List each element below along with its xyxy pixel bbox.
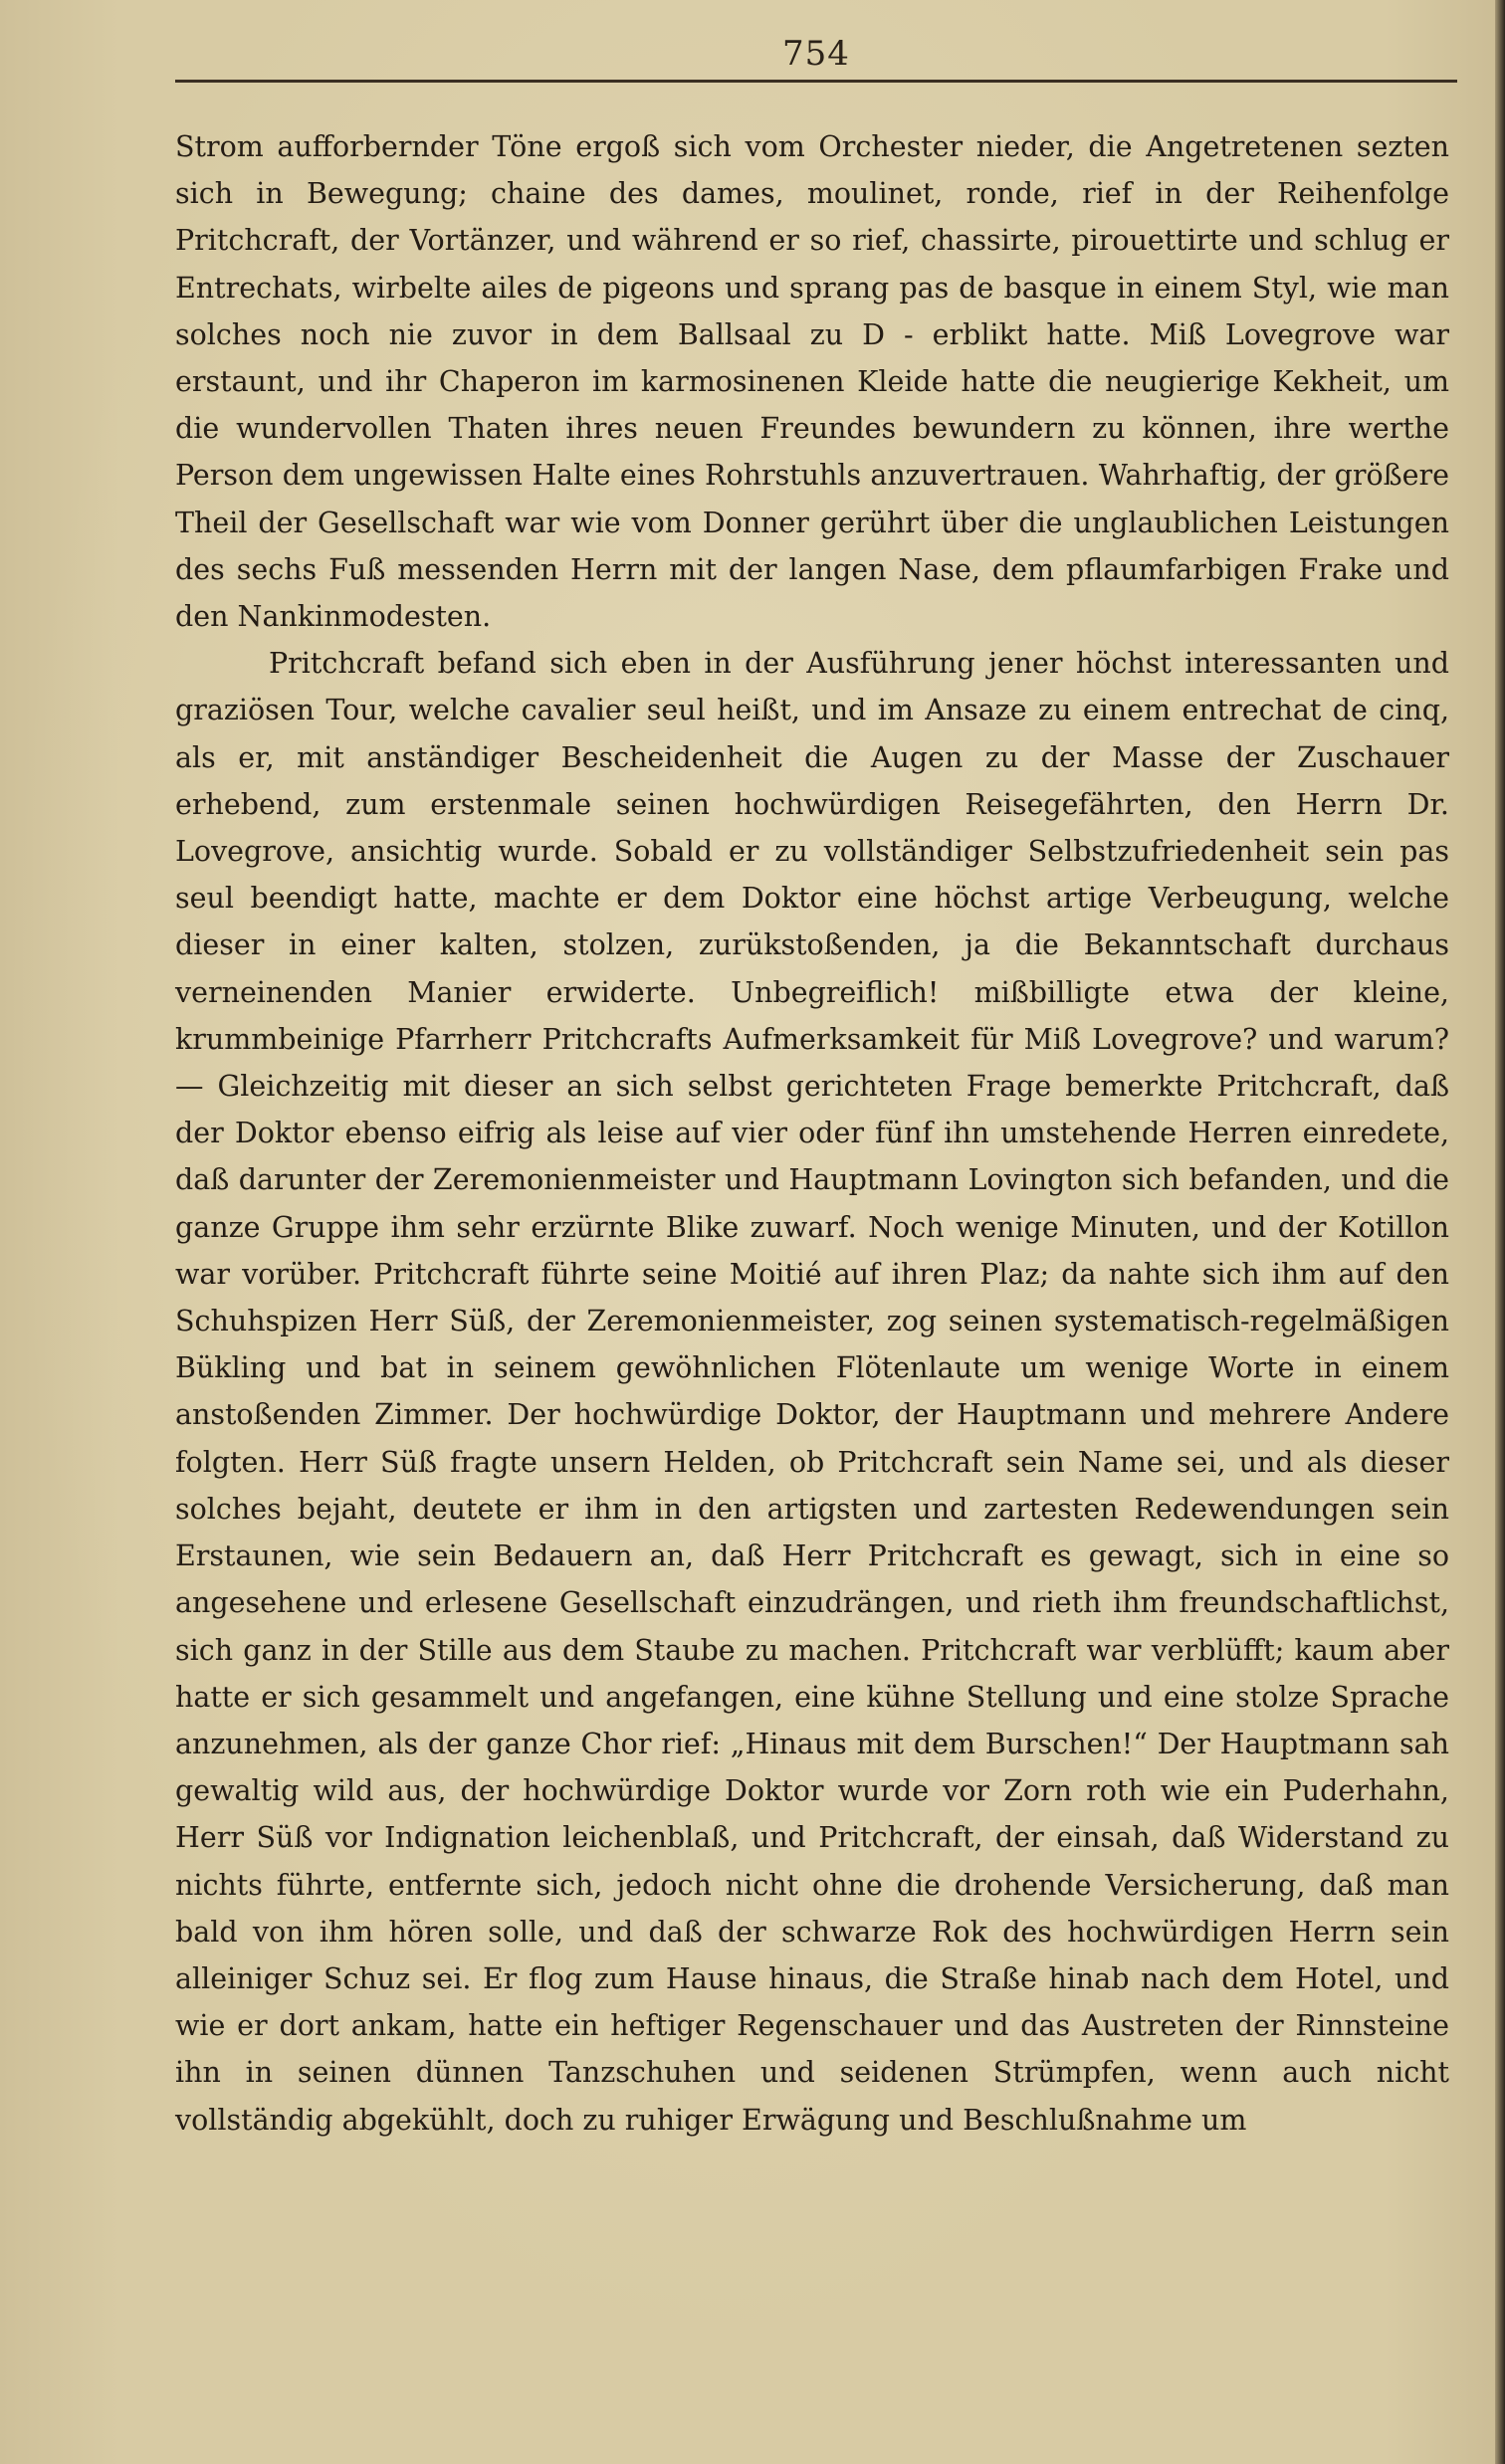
page-edge-shadow bbox=[1495, 0, 1505, 2464]
paragraph-2: Pritchcraft befand sich eben in der Ausführung jener höchst interessanten und graziösen Tour, welche cavalier seul heißt, und im Ansaze zu einem entrechat de cinq, als er, mit anständiger Bescheidenheit die Augen zu der Masse der Zuschauer erhebend, zum erstenmale seinen hochwürdigen Reisegefährten, den Herrn Dr. Lovegrove, ansichtig wurde. Sobald er zu vollständiger Selbstzufriedenheit sein pas seul beendigt hatte, machte er dem Doktor eine höchst artige Verbeugung, welche dieser in einer kalten, stolzen, zurükstoßenden, ja die Bekanntschaft durchaus verneinenden Manier erwiderte. Unbegreiflich! mißbilligte etwa der kleine, krummbeinige Pfarrherr Pritchcrafts Aufmerksamkeit für Miß Lovegrove? und warum? — Gleichzeitig mit dieser an sich selbst gerichteten Frage bemerkte Pritchcraft, daß der Doktor ebenso eifrig als leise auf vier oder fünf ihn umstehende Herren einredete, daß darunter der Zeremonienmeister und Hauptmann Lovington sich befanden, und die ganze Gruppe ihm sehr erzürnte Blike zuwarf. Noch wenige Minuten, und der Kotillon war vorüber. Pritchcraft führte seine Moitié auf ihren Plaz; da nahte sich ihm auf den Schuhspizen Herr Süß, der Zeremonienmeister, zog seinen systematisch-regelmäßigen Bükling und bat in seinem gewöhnlichen Flötenlaute um wenige Worte in einem anstoßenden Zimmer. Der hochwürdige Doktor, der Hauptmann und mehrere Andere folgten. Herr Süß fragte unsern Helden, ob Pritchcraft sein Name sei, und als dieser solches bejaht, deutete er ihm in den artigsten und zartesten Redewendungen sein Erstaunen, wie sein Bedauern an, daß Herr Pritchcraft es gewagt, sich in eine so angesehene und erlesene Gesellschaft einzudrängen, und rieth ihm freundschaftlichst, sich ganz in der Stille aus dem Staube zu machen. Pritchcraft war verblüfft; kaum aber hatte er sich gesammelt und angefangen, eine kühne Stellung und eine stolze Sprache anzunehmen, als der ganze Chor rief: „Hinaus mit dem Burschen!“ Der Hauptmann sah gewaltig wild aus, der hochwürdige Doktor wurde vor Zorn roth wie ein Puderhahn, Herr Süß vor Indignation leichenblaß, und Pritchcraft, der einsah, daß Widerstand zu nichts führte, entfernte sich, jedoch nicht ohne die drohende Versicherung, daß man bald von ihm hören solle, und daß der schwarze Rok des hochwürdigen Herrn sein alleiniger Schuz sei. Er flog zum Hause hinaus, die Straße hinab nach dem Hotel, und wie er dort ankam, hatte ein heftiger Regenschauer und das Austreten der Rinnsteine ihn in seinen dünnen Tanzschuhen und seidenen Strümpfen, wenn auch nicht vollständig abgekühlt, doch zu ruhiger Erwägung und Beschlußnahme um bbox=[175, 647, 1449, 2137]
body-text bbox=[175, 123, 1449, 2144]
header-rule bbox=[175, 80, 1457, 83]
page-number: 754 bbox=[782, 34, 850, 74]
paragraph-1: Strom aufforbernder Töne ergoß sich vom Orchester nieder, die Angetretenen sezten sich in Bewegung; chaine des dames, moulinet, ronde, rief in der Reihenfolge Pritchcraft, der Vortänzer, und während er so rief, chassirte, pirouettirte und schlug er Entrechats, wirbelte ailes de pigeons und sprang pas de basque in einem Styl, wie man solches noch nie zuvor in dem Ballsaal zu D - erblikt hatte. Miß Lovegrove war erstaunt, und ihr Chaperon im karmosinenen Kleide hatte die neugierige Kekheit, um die wundervollen Thaten ihres neuen Freundes bewundern zu können, ihre werthe Person dem ungewissen Halte eines Rohrstuhls anzuvertrauen. Wahrhaftig, der größere Theil der Gesellschaft war wie vom Donner gerührt über die unglaublichen Leistungen des sechs Fuß messenden Herrn mit der langen Nase, dem pflaumfarbigen Frake und den Nankinmodesten. bbox=[175, 130, 1449, 634]
